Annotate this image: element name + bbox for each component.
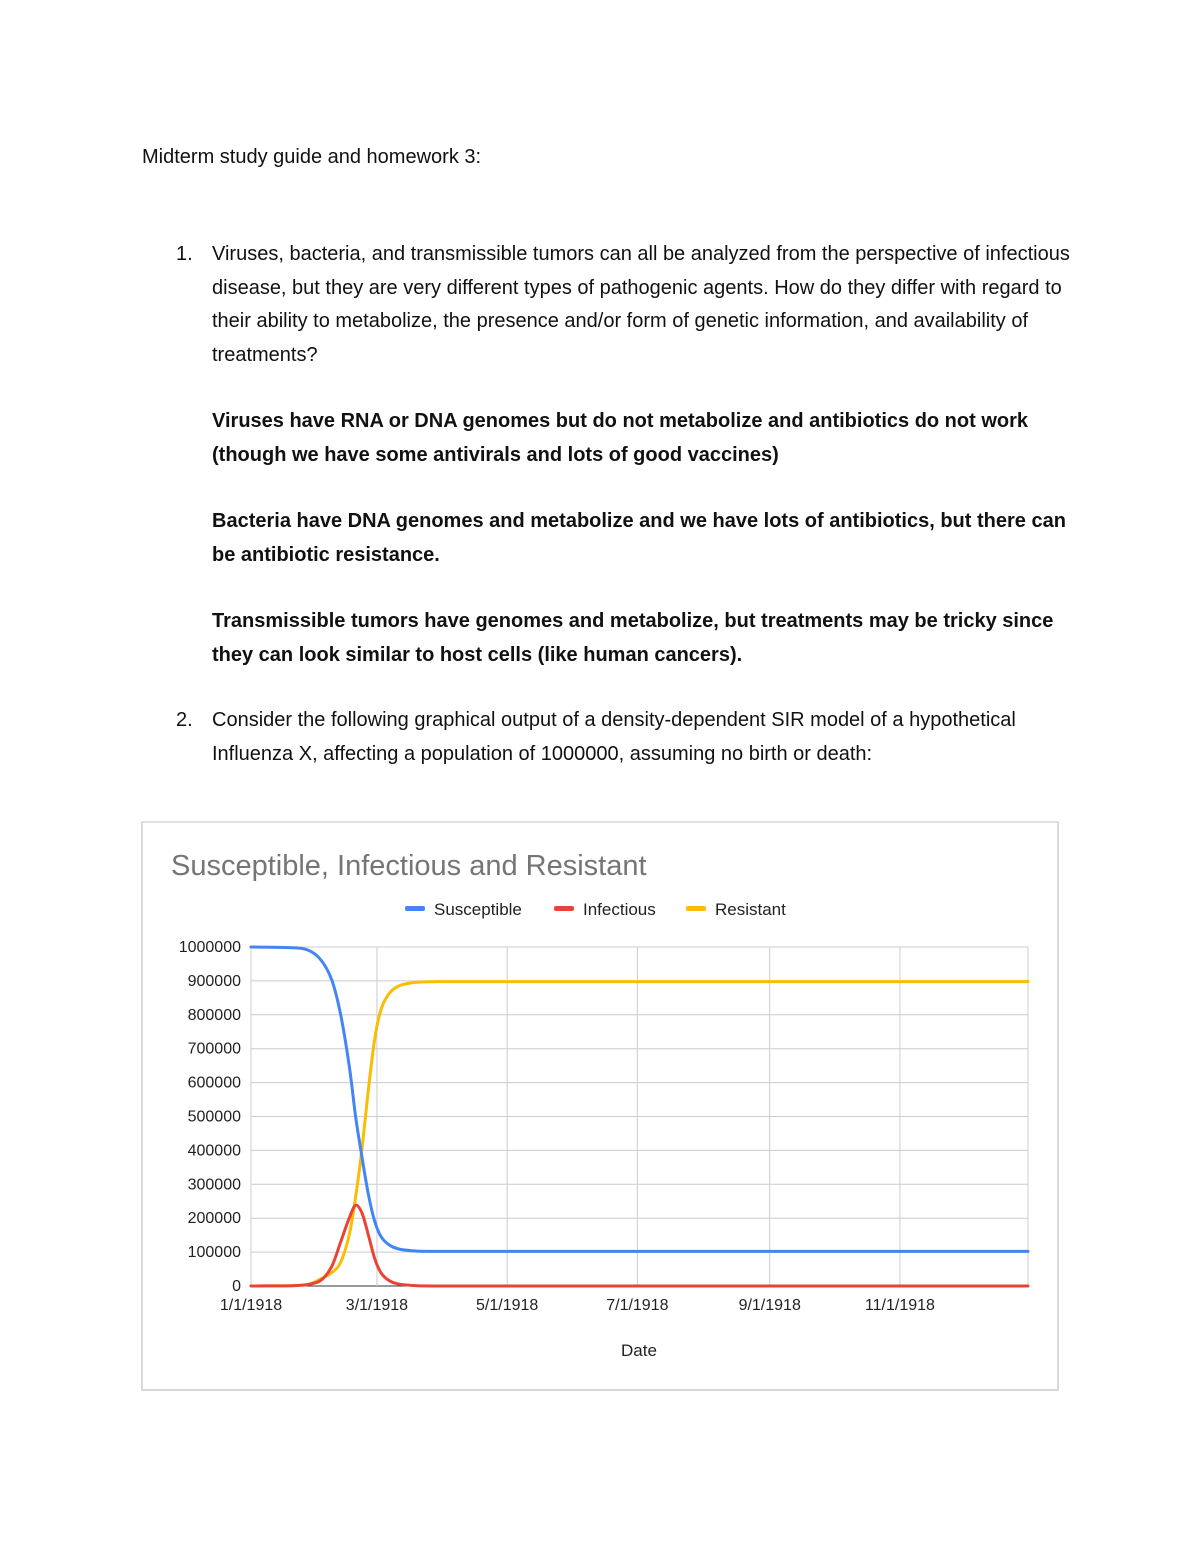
x-axis-ticks [220,1297,935,1314]
y-tick-label: 200000 [187,1210,241,1228]
x-tick-label: 5/1/1918 [476,1297,539,1314]
y-tick-label: 1000000 [178,939,241,956]
legend-swatch-infectious [554,906,574,911]
y-axis-ticks [179,939,241,1295]
y-tick-label: 800000 [187,1006,241,1024]
series-line-infectious [251,1205,1028,1286]
answer-bacteria: Bacteria have DNA genomes and metabolize and we have lots of antibiotics, but there can be antibiotic resistance. [212,510,1066,566]
legend-swatch-susceptible [405,906,425,911]
question-1-body [212,238,1082,672]
x-tick-label: 9/1/1918 [738,1297,801,1314]
legend-swatch-resistant [686,906,706,911]
x-tick-label: 1/1/1918 [219,1297,283,1314]
legend-label-infectious: Infectious [583,900,656,919]
answer-transmissible-tumors: Transmissible tumors have genomes and metabolize, but treatments may be tricky since they can look similar to host cells (like human cancers). [212,610,1054,666]
chart-title: Susceptible, Infectious and Resistant [171,850,647,882]
question-2-body [212,704,1082,771]
chart-legend [405,900,786,919]
y-tick-label: 500000 [187,1108,241,1126]
document-heading: Midterm study guide and homework 3: [142,146,482,168]
y-tick-label: 300000 [187,1176,241,1194]
question-1-number: 1. [176,243,193,265]
sir-chart-svg [143,823,1057,1389]
legend-label-susceptible: Susceptible [434,900,522,919]
series-line-resistant [251,982,1028,1286]
legend-label-resistant: Resistant [715,900,786,919]
question-1-text: Viruses, bacteria, and transmissible tumors can all be analyzed from the perspective of infectious disease, but they are very different types of pathogenic agents. How do they differ with regard to their ability to metabolize, the presence and/or form of genetic information, and availability of treatments? [212,243,1070,366]
x-tick-label: 3/1/1918 [345,1297,409,1314]
question-2-number: 2. [176,709,193,731]
y-tick-label: 700000 [187,1040,241,1058]
y-tick-label: 400000 [187,1142,241,1160]
y-tick-label: 600000 [187,1074,241,1092]
x-tick-label: 7/1/1918 [606,1297,669,1314]
y-tick-label: 100000 [187,1244,241,1262]
x-tick-label: 11/1/1918 [864,1297,935,1314]
y-tick-label: 0 [232,1278,241,1295]
y-tick-label: 900000 [187,972,241,990]
answer-viruses: Viruses have RNA or DNA genomes but do not metabolize and antibiotics do not work (though we have some antivirals and lots of good vaccines) [212,410,1029,466]
question-2-text: Consider the following graphical output of a density-dependent SIR model of a hypothetical Influenza X, affecting a population of 1000000, assuming no birth or death: [212,709,1016,765]
x-axis-title: Date [621,1341,657,1360]
sir-chart [141,821,1059,1391]
